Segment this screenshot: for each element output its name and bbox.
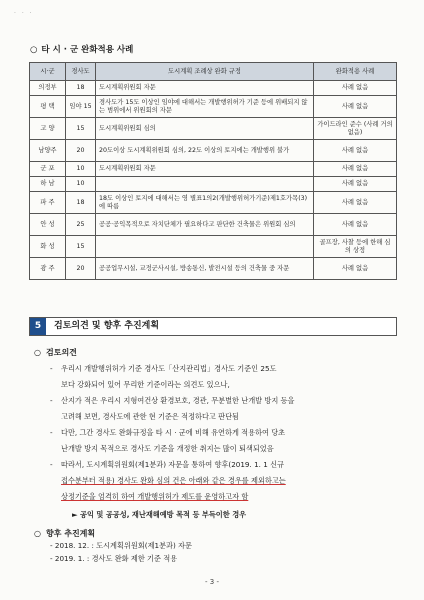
review-line: 따라서, 도시계획위원회(제1분과) 자문을 통하여 향후(2019. 1. 1 신규	[61, 460, 284, 469]
cell-slope: 20	[66, 258, 96, 280]
cell-slope: 15	[66, 236, 96, 258]
review-line: 보다 강화되어 있어 무리한 기준이라는 의견도 있으나,	[61, 380, 230, 389]
exception-note: ► 공익 및 공공성, 재난재해예방 목적 등 부득이한 경우	[72, 510, 247, 519]
page-marks: · · ·	[14, 10, 34, 17]
table-row	[30, 177, 397, 192]
cell-case: 가이드라인 준수 (사례 거의 없음)	[314, 118, 397, 140]
review-item	[50, 425, 392, 457]
cell-rule: 도시계획위원회 자문	[96, 162, 314, 177]
plan-heading-text: 향후 추진계획	[45, 529, 96, 538]
dash-bullet: -	[50, 428, 53, 437]
col-header-rule: 도시계획 조례상 완화 규정	[96, 63, 314, 81]
cell-city: 고 양	[30, 118, 66, 140]
cell-rule	[96, 236, 314, 258]
cell-case: 사례 없음	[314, 192, 397, 214]
table-row	[30, 214, 397, 236]
circle-bullet-icon: ○	[30, 45, 38, 55]
cell-slope: 10	[66, 162, 96, 177]
cell-slope: 25	[66, 214, 96, 236]
table-heading-text: 타 시 · 군 완화적용 사례	[41, 45, 134, 55]
cell-rule: 공공업무시설, 교정군사시설, 방송통신, 발전시설 등의 건축물 중 자문	[96, 258, 314, 280]
schedule-item: - 2018. 12. : 도시계획위원회(제1분과) 자문	[50, 541, 192, 550]
table-heading	[30, 43, 133, 55]
cell-rule: 18도 이상인 토지에 대해서는 영 별표1의2(개발행위허가기준)제1호가목(3)에 따름	[96, 192, 314, 214]
review-item	[50, 393, 392, 425]
cell-rule: 도시계획위원회 심의	[96, 118, 314, 140]
cell-rule: 도시계획위원회 자문	[96, 81, 314, 96]
cell-city: 광 주	[30, 258, 66, 280]
cell-slope: 15	[66, 118, 96, 140]
table-row	[30, 258, 397, 280]
review-heading-text: 검토의견	[45, 348, 77, 357]
review-line: 접수분부터 적용) 경사도 완화 심의 건은 아래와 같은 경우를 제외하고는	[61, 476, 286, 485]
col-header-case: 완화적용 사례	[314, 63, 397, 81]
cell-city: 파 주	[30, 192, 66, 214]
cell-case: 사례 없음	[314, 177, 397, 192]
col-header-city: 시·군	[30, 63, 66, 81]
relaxation-cases-table	[29, 62, 397, 280]
cell-city: 군 포	[30, 162, 66, 177]
review-line: 고려해 보면, 경사도에 관한 현 기준은 적정하다고 판단됨	[61, 412, 239, 421]
review-item	[50, 457, 392, 505]
cell-slope: 18	[66, 192, 96, 214]
cell-slope: 20	[66, 140, 96, 162]
cell-slope: 18	[66, 81, 96, 96]
cell-city: 안 성	[30, 214, 66, 236]
page-number: - 3 -	[205, 578, 219, 586]
section-5-header	[29, 317, 397, 336]
plan-heading	[34, 528, 95, 539]
circle-bullet-icon: ○	[34, 529, 41, 538]
schedule-item: - 2019. 1. : 경사도 완화 제한 기준 적용	[50, 554, 178, 563]
review-line: 다만, 그간 경사도 완화규정을 타 시 · 군에 비해 유연하게 적용하여 당초	[61, 428, 286, 437]
cell-city: 의정부	[30, 81, 66, 96]
table-row	[30, 140, 397, 162]
table-row	[30, 96, 397, 118]
section-title: 검토의견 및 향후 추진계획	[54, 321, 160, 331]
cell-city: 남양주	[30, 140, 66, 162]
cell-case: 사례 없음	[314, 214, 397, 236]
cell-case: 사례 없음	[314, 162, 397, 177]
cell-case: 골프장, 사찰 등에 한해 심의 상정	[314, 236, 397, 258]
table-row	[30, 118, 397, 140]
circle-bullet-icon: ○	[34, 348, 41, 357]
review-heading	[34, 347, 77, 358]
review-item	[50, 361, 392, 393]
review-line: 상정기준을 엄격히 하여 개발행위허가 제도를 운영하고자 함	[61, 492, 249, 501]
table-row	[30, 236, 397, 258]
dash-bullet: -	[50, 364, 53, 373]
review-line: 난개발 방지 목적으로 경사도 기준을 개정한 취지는 많이 퇴색되었음	[61, 444, 274, 453]
review-line: 산지가 적은 우리시 지형여건상 환경보호, 경관, 무분별한 난개발 방지 등을	[61, 396, 295, 405]
table-row	[30, 162, 397, 177]
cell-city: 평 택	[30, 96, 66, 118]
col-header-slope: 경사도	[66, 63, 96, 81]
table-row	[30, 192, 397, 214]
table-row	[30, 81, 397, 96]
cell-city: 화 성	[30, 236, 66, 258]
dash-bullet: -	[50, 396, 53, 405]
review-line: 우리시 개발행위허가 기준 경사도「산지관리법」경사도 기준인 25도	[61, 364, 277, 373]
cell-case: 사례 없음	[314, 96, 397, 118]
cell-rule: 공공·공익목적으로 자치단체가 필요하다고 판단한 건축물은 위원회 심의	[96, 214, 314, 236]
cell-case: 사례 없음	[314, 258, 397, 280]
cell-city: 하 남	[30, 177, 66, 192]
cell-slope: 임야 15	[66, 96, 96, 118]
section-number-badge: 5	[30, 318, 46, 335]
cell-case: 사례 없음	[314, 81, 397, 96]
cell-rule: 20도이상 도시계획위원회 심의, 22도 이상의 토지에는 개발행위 불가	[96, 140, 314, 162]
cell-rule	[96, 177, 314, 192]
cell-rule: 경사도가 15도 이상인 임야에 대해서는 개발행위허가 기준 등에 위배되지 않는 범위에서 위원회의 자문	[96, 96, 314, 118]
dash-bullet: -	[50, 460, 53, 469]
cell-case: 사례 없음	[314, 140, 397, 162]
cell-slope: 10	[66, 177, 96, 192]
